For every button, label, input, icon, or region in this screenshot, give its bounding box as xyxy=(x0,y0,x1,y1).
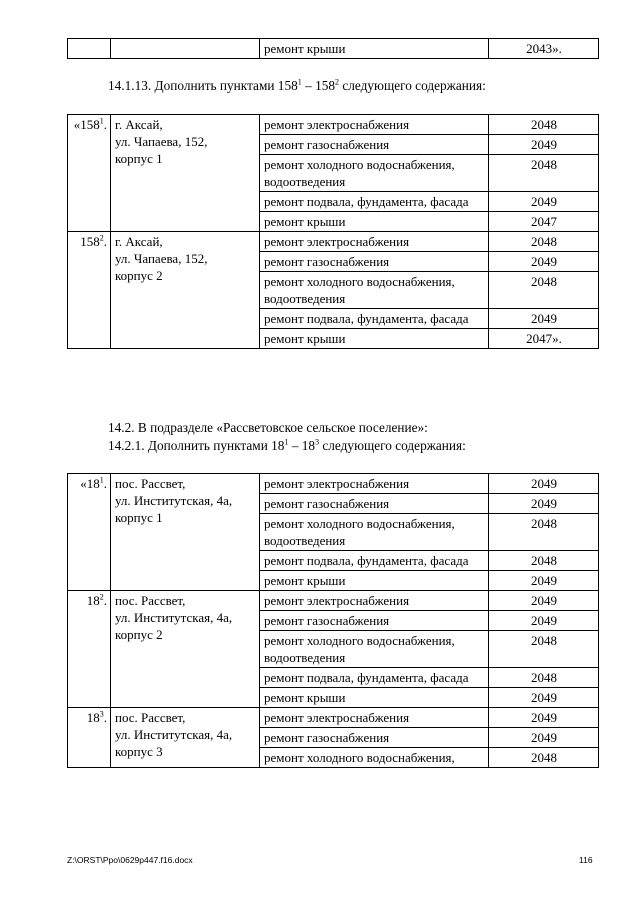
item-number-cell xyxy=(68,39,111,59)
address-line: корпус 2 xyxy=(115,268,163,283)
address-line: г. Аксай, xyxy=(115,117,163,132)
year-cell: 2049 xyxy=(489,309,599,329)
address-line: ул. Институтская, 4а, xyxy=(115,727,233,742)
address-cell xyxy=(111,591,260,708)
address-line: г. Аксай, xyxy=(115,234,163,249)
address-line: корпус 1 xyxy=(115,510,163,525)
address-line: корпус 3 xyxy=(115,744,163,759)
paragraph-14-2-1: 14.2.1. Дополнить пунктами $18^1 - 18^3$ следующего содержания: xyxy=(108,437,466,453)
work-cell: ремонт холодного водоснабжения, водоотведения xyxy=(260,631,489,668)
work-cell: ремонт электроснабжения xyxy=(260,115,489,135)
year-cell: 2049 xyxy=(489,591,599,611)
address-line: корпус 1 xyxy=(115,151,163,166)
table-row xyxy=(68,591,599,611)
year-cell: 2049 xyxy=(489,474,599,494)
year-cell: 2049 xyxy=(489,135,599,155)
address-cell xyxy=(111,39,260,59)
footer-page-number: 116 xyxy=(579,855,593,865)
address-cell xyxy=(111,232,260,349)
work-cell: ремонт электроснабжения xyxy=(260,474,489,494)
work-cell: ремонт газоснабжения xyxy=(260,611,489,631)
work-cell: ремонт крыши xyxy=(260,212,489,232)
year-cell: 2049 xyxy=(489,708,599,728)
work-cell: ремонт электроснабжения xyxy=(260,232,489,252)
year-cell: 2048 xyxy=(489,631,599,668)
work-cell: ремонт газоснабжения xyxy=(260,252,489,272)
address-cell xyxy=(111,708,260,768)
work-cell: ремонт электроснабжения xyxy=(260,591,489,611)
table-row xyxy=(68,708,599,728)
year-cell: 2049 xyxy=(489,192,599,212)
address-cell xyxy=(111,115,260,232)
paragraph-14-1-13: 14.1.13. Дополнить пунктами $158^1 - 158^2$ следующего содержания: xyxy=(108,77,486,93)
item-number-cell: $18^3$. xyxy=(68,708,111,768)
address-line: пос. Рассвет, xyxy=(115,710,186,725)
work-cell: ремонт подвала, фундамента, фасада xyxy=(260,668,489,688)
item-number-cell: $18^2$. xyxy=(68,591,111,708)
work-cell: ремонт крыши xyxy=(260,39,489,59)
address-line: ул. Чапаева, 152, xyxy=(115,134,208,149)
year-cell: 2048 xyxy=(489,115,599,135)
year-cell: 2047 xyxy=(489,212,599,232)
item-number-cell: $158^2$. xyxy=(68,232,111,349)
table-row xyxy=(68,474,599,494)
address-line: пос. Рассвет, xyxy=(115,593,186,608)
year-cell: 2043». xyxy=(489,39,599,59)
work-cell: ремонт подвала, фундамента, фасада xyxy=(260,551,489,571)
year-cell: 2048 xyxy=(489,155,599,192)
table-row xyxy=(68,115,599,135)
work-cell: ремонт подвала, фундамента, фасада xyxy=(260,192,489,212)
work-cell: ремонт газоснабжения xyxy=(260,135,489,155)
item-number-cell: «$18^1$. xyxy=(68,474,111,591)
address-line: ул. Институтская, 4а, xyxy=(115,493,233,508)
work-cell: ремонт газоснабжения xyxy=(260,728,489,748)
year-cell: 2049 xyxy=(489,688,599,708)
address-cell xyxy=(111,474,260,591)
address-line: пос. Рассвет, xyxy=(115,476,186,491)
address-line: ул. Институтская, 4а, xyxy=(115,610,233,625)
year-cell: 2049 xyxy=(489,252,599,272)
year-cell: 2048 xyxy=(489,232,599,252)
footer-file-path: Z:\ORST\Ppo\0629p447.f16.docx xyxy=(67,855,193,865)
year-cell: 2048 xyxy=(489,272,599,309)
table-row xyxy=(68,39,599,59)
work-cell: ремонт электроснабжения xyxy=(260,708,489,728)
year-cell: 2049 xyxy=(489,571,599,591)
work-cell: ремонт холодного водоснабжения, водоотведения xyxy=(260,155,489,192)
work-cell: ремонт холодного водоснабжения, водоотведения xyxy=(260,514,489,551)
year-cell: 2048 xyxy=(489,748,599,768)
work-cell: ремонт холодного водоснабжения, водоотведения xyxy=(260,272,489,309)
year-cell: 2049 xyxy=(489,611,599,631)
work-cell: ремонт крыши xyxy=(260,329,489,349)
paragraph-14-2: 14.2. В подразделе «Рассветовское сельское поселение»: xyxy=(108,420,428,435)
year-cell: 2047». xyxy=(489,329,599,349)
table-points-18 xyxy=(67,473,599,768)
year-cell: 2049 xyxy=(489,494,599,514)
address-line: корпус 2 xyxy=(115,627,163,642)
address-line: ул. Чапаева, 152, xyxy=(115,251,208,266)
table-row xyxy=(68,232,599,252)
work-cell: ремонт газоснабжения xyxy=(260,494,489,514)
item-number-cell: «$158^1$. xyxy=(68,115,111,232)
work-cell: ремонт крыши xyxy=(260,571,489,591)
year-cell: 2048 xyxy=(489,514,599,551)
work-cell: ремонт подвала, фундамента, фасада xyxy=(260,309,489,329)
year-cell: 2049 xyxy=(489,728,599,748)
year-cell: 2048 xyxy=(489,551,599,571)
year-cell: 2048 xyxy=(489,668,599,688)
continuation-table xyxy=(67,38,599,59)
work-cell: ремонт холодного водоснабжения, xyxy=(260,748,489,768)
work-cell: ремонт крыши xyxy=(260,688,489,708)
table-points-158 xyxy=(67,114,599,349)
